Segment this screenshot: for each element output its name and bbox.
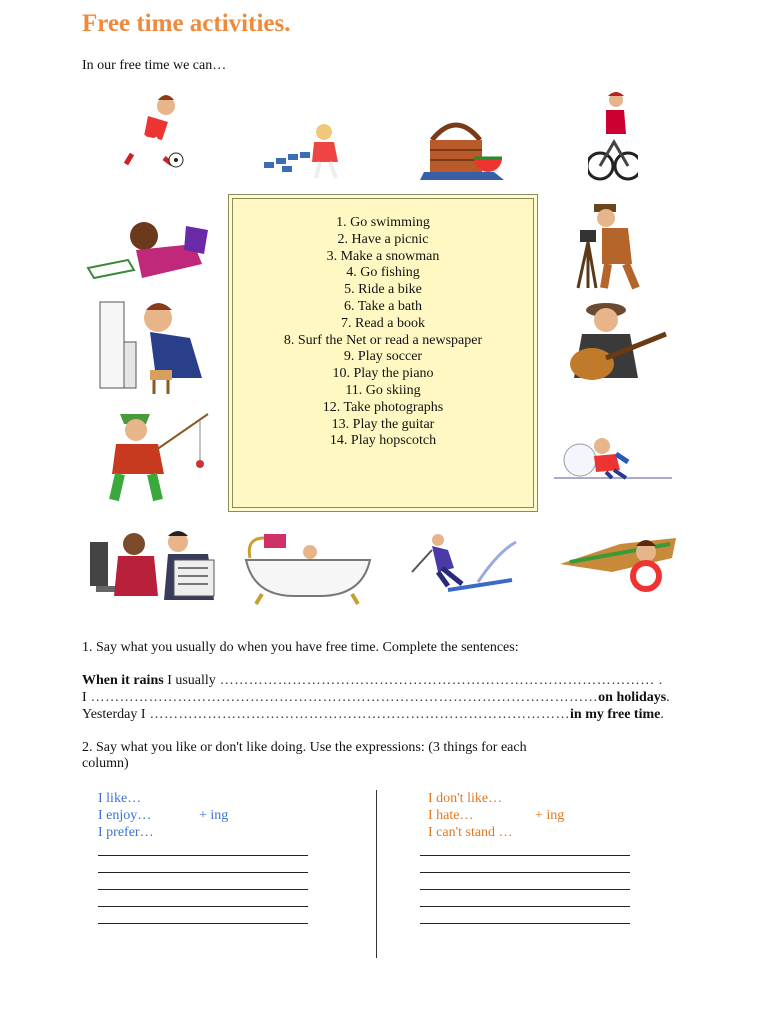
activities-box — [228, 194, 538, 512]
like-answer-line[interactable] — [98, 889, 308, 890]
exercise1-line1 — [82, 673, 663, 689]
like-answer-line[interactable] — [98, 923, 308, 924]
like-column-expressions — [98, 790, 154, 841]
expression-like: I like… — [98, 791, 142, 806]
dislike-answer-line[interactable] — [420, 923, 630, 924]
list-item: 13. Play the guitar — [331, 416, 435, 432]
list-item: 8. Surf the Net or read a newspaper — [283, 332, 483, 348]
line3-end: . — [660, 707, 664, 722]
column-divider — [376, 790, 377, 958]
free-time-phrase: in my free time — [570, 707, 661, 722]
list-item: 3. Make a snowman — [326, 248, 440, 264]
snowman-illustration — [554, 432, 672, 484]
expression-dont-like: I don't like… — [428, 791, 503, 806]
dislike-answer-line[interactable] — [420, 855, 630, 856]
intro-text: In our free time we can… — [82, 58, 227, 73]
answer-blank[interactable]: ……………………………………………………………………………… . — [215, 673, 663, 688]
dislike-answer-line[interactable] — [420, 872, 630, 873]
line3-text: Yesterday I — [82, 707, 146, 722]
list-item: 11. Go skiing — [345, 382, 421, 398]
like-answer-line[interactable] — [98, 855, 308, 856]
list-item: 1. Go swimming — [336, 215, 430, 230]
list-item: 9. Play soccer — [343, 349, 423, 365]
like-answer-line[interactable] — [98, 906, 308, 907]
list-item: 14. Play hopscotch — [329, 433, 437, 449]
cyclist-illustration — [588, 90, 638, 184]
activities-box-inner — [232, 198, 534, 508]
list-item: 10. Play the piano — [332, 366, 434, 382]
line1-text: I usually — [163, 673, 216, 688]
line2-end: . — [666, 690, 670, 705]
answer-blank[interactable]: …………………………………………………………………………… — [145, 707, 571, 722]
picnic-basket-illustration — [420, 110, 506, 182]
exercise1-line2 — [82, 690, 670, 706]
list-item: 12. Take photographs — [322, 399, 444, 415]
reading-boy-illustration — [86, 210, 212, 282]
exercise1-instruction: 1. Say what you usually do when you have free time. Complete the sentences: — [82, 640, 519, 655]
page-title: Free time activities. — [82, 10, 291, 37]
list-item: 7. Read a book — [341, 315, 425, 331]
soccer-player-illustration — [118, 92, 188, 172]
like-ing-suffix: + ing — [199, 808, 229, 823]
expression-cant-stand: I can't stand … — [428, 825, 513, 840]
exercise2-instruction-line1: 2. Say what you like or don't like doing. Use the expressions: (3 things for each — [82, 740, 527, 755]
exercise1-line3 — [82, 707, 664, 723]
exercise2-instruction-line2: column) — [82, 756, 129, 771]
photographer-illustration — [574, 200, 658, 292]
piano-player-illustration — [96, 298, 216, 396]
skier-illustration — [408, 532, 518, 594]
dislike-column-expressions — [428, 790, 513, 841]
answer-blank[interactable]: …………………………………………………………………………………………… — [86, 690, 599, 705]
bathtub-illustration — [240, 530, 374, 606]
line2-text: I — [82, 690, 87, 705]
list-item: 4. Go fishing — [346, 265, 420, 281]
exercise2-instruction — [82, 740, 527, 772]
dislike-answer-line[interactable] — [420, 906, 630, 907]
computer-and-newspaper-illustration — [88, 530, 218, 602]
rains-phrase: When it rains — [82, 673, 164, 688]
like-answer-line[interactable] — [98, 872, 308, 873]
fisherman-illustration — [100, 404, 210, 504]
guitar-player-illustration — [562, 298, 672, 388]
expression-hate: I hate… — [428, 808, 474, 823]
dislike-answer-line[interactable] — [420, 889, 630, 890]
list-item: 6. Take a bath — [343, 298, 423, 314]
dislike-ing-suffix: + ing — [535, 808, 565, 823]
expression-prefer: I prefer… — [98, 825, 154, 840]
holidays-phrase: on holidays — [598, 690, 667, 705]
activities-list — [233, 215, 533, 450]
hopscotch-girl-illustration — [262, 122, 352, 182]
list-item: 5. Ride a bike — [344, 282, 422, 298]
swimmer-illustration — [560, 532, 678, 594]
expression-enjoy: I enjoy… — [98, 808, 152, 823]
list-item: 2. Have a picnic — [337, 231, 429, 247]
